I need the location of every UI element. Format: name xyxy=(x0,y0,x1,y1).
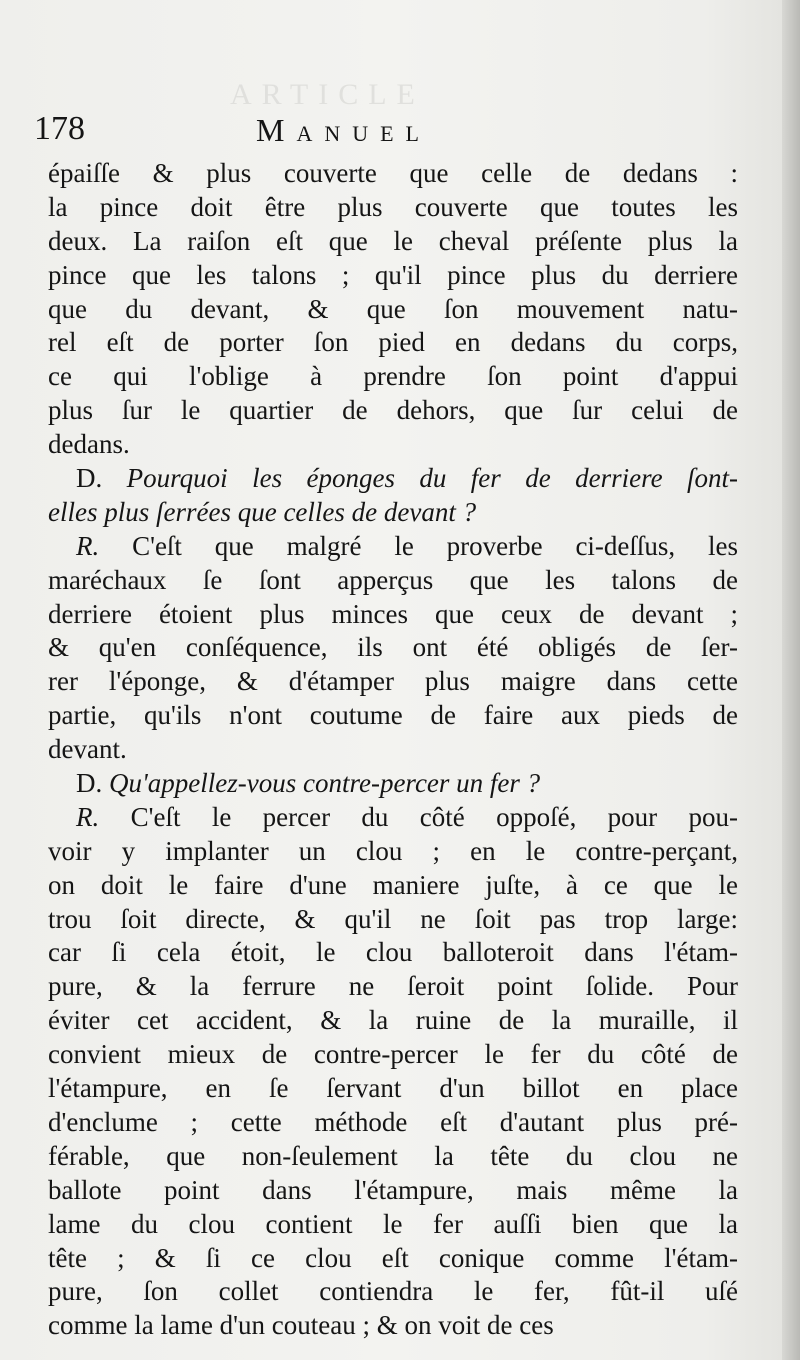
line-text: partie, qu'ils n'ont coutume de faire aux pieds de xyxy=(48,700,738,731)
line-text: lame du clou contient le fer auſſi bien que la xyxy=(48,1208,738,1239)
question-marker: D. xyxy=(76,768,103,799)
line-text: on doit le faire d'une maniere juſte, à ce que le xyxy=(48,869,738,900)
text-line xyxy=(48,631,738,665)
line-text: C'eſt que malgré le proverbe ci-deſſus, les xyxy=(132,530,738,561)
line-text: la pince doit être plus couverte que toutes les xyxy=(48,191,738,222)
text-line xyxy=(48,835,738,869)
text-line xyxy=(48,1174,738,1208)
text-line xyxy=(48,936,738,970)
line-text: Qu'appellez-vous contre-percer un fer ? xyxy=(109,768,541,799)
line-text: ce qui l'oblige à prendre ſon point d'appui xyxy=(48,361,738,392)
text-line xyxy=(48,1072,738,1106)
text-line xyxy=(48,903,738,937)
text-line xyxy=(48,326,738,360)
text-line xyxy=(48,428,738,462)
answer-block xyxy=(48,801,738,1343)
paragraph-block xyxy=(48,157,738,462)
text-line xyxy=(48,157,738,191)
line-text: pure, & la ferrure ne ſeroit point ſolide. Pour xyxy=(48,971,738,1002)
line-text: rer l'éponge, & d'étamper plus maigre dans cette xyxy=(48,666,738,697)
line-text: maréchaux ſe ſont apperçus que les talons de xyxy=(48,564,738,595)
line-text: que du devant, & que ſon mouvement natu- xyxy=(48,293,738,324)
line-text: trou ſoit directe, & qu'il ne ſoit pas trop large: xyxy=(48,903,738,934)
text-line xyxy=(48,1208,738,1242)
question-marker: D. xyxy=(76,463,103,494)
running-title: Manuel xyxy=(256,112,431,148)
line-text: pure, ſon collet contiendra le fer, fût-il uſé xyxy=(48,1276,738,1307)
line-text: deux. La raiſon eſt que le cheval préſente plus la xyxy=(48,225,738,256)
line-text: car ſi cela étoit, le clou balloteroit dans l'étam- xyxy=(48,937,738,968)
line-text: devant. xyxy=(48,734,127,765)
page-header xyxy=(34,110,744,154)
bleed-through-text: ARTICLE xyxy=(230,78,425,111)
line-text: C'eſt le percer du côté oppoſé, pour pou- xyxy=(130,801,738,832)
line-text: & qu'en conſéquence, ils ont été obligés de ſer- xyxy=(48,632,738,663)
text-line xyxy=(48,665,738,699)
page-edge-shadow xyxy=(782,0,800,1360)
text-line xyxy=(48,462,738,496)
text-line xyxy=(48,394,738,428)
line-text: derriere étoient plus minces que ceux de devant ; xyxy=(48,598,738,629)
line-text: rel eſt de porter ſon pied en dedans du corps, xyxy=(48,327,738,358)
line-text: plus ſur le quartier de dehors, que ſur celui de xyxy=(48,395,738,426)
line-text: férable, que non-ſeulement la tête du clou ne xyxy=(48,1140,738,1171)
line-text: épaiſſe & plus couverte que celle de dedans : xyxy=(48,158,738,188)
question-block xyxy=(48,767,738,801)
text-line xyxy=(48,598,738,632)
line-text: l'étampure, en ſe ſervant d'un billot en place xyxy=(48,1073,738,1104)
line-text: tête ; & ſi ce clou eſt conique comme l'étam- xyxy=(48,1242,738,1273)
text-line xyxy=(48,1242,738,1276)
text-line xyxy=(48,733,738,767)
text-line xyxy=(48,191,738,225)
line-text: pince que les talons ; qu'il pince plus du derriere xyxy=(48,259,738,290)
answer-marker: R. xyxy=(76,530,100,561)
text-line xyxy=(48,1140,738,1174)
answer-marker: R. xyxy=(76,801,100,832)
text-line xyxy=(48,869,738,903)
line-text: convient mieux de contre-percer le fer du côté de xyxy=(48,1039,738,1070)
question-block xyxy=(48,462,738,530)
body-text xyxy=(48,157,738,1343)
text-line xyxy=(48,801,738,835)
text-line xyxy=(48,1106,738,1140)
line-text: éviter cet accident, & la ruine de la muraille, il xyxy=(48,1005,738,1036)
text-line xyxy=(48,699,738,733)
text-line xyxy=(48,225,738,259)
line-text: ballote point dans l'étampure, mais même la xyxy=(48,1174,738,1205)
text-line xyxy=(48,360,738,394)
text-line xyxy=(48,564,738,598)
text-line xyxy=(48,1309,738,1343)
line-text: elles plus ſerrées que celles de devant ? xyxy=(48,496,477,527)
text-line xyxy=(48,1004,738,1038)
line-text: comme la lame d'un couteau ; & on voit de ces xyxy=(48,1310,554,1341)
answer-block xyxy=(48,530,738,767)
text-line xyxy=(48,496,738,530)
text-line xyxy=(48,259,738,293)
line-text: voir y implanter un clou ; en le contre-perçant, xyxy=(48,835,738,866)
line-text: dedans. xyxy=(48,429,130,460)
line-text: d'enclume ; cette méthode eſt d'autant plus pré- xyxy=(48,1106,738,1137)
page-number: 178 xyxy=(34,110,85,147)
text-line xyxy=(48,530,738,564)
text-line xyxy=(48,293,738,327)
text-line xyxy=(48,767,738,801)
text-line xyxy=(48,970,738,1004)
text-line xyxy=(48,1038,738,1072)
text-line xyxy=(48,1275,738,1309)
line-text: Pourquoi les éponges du fer de derriere ſont- xyxy=(126,463,738,494)
